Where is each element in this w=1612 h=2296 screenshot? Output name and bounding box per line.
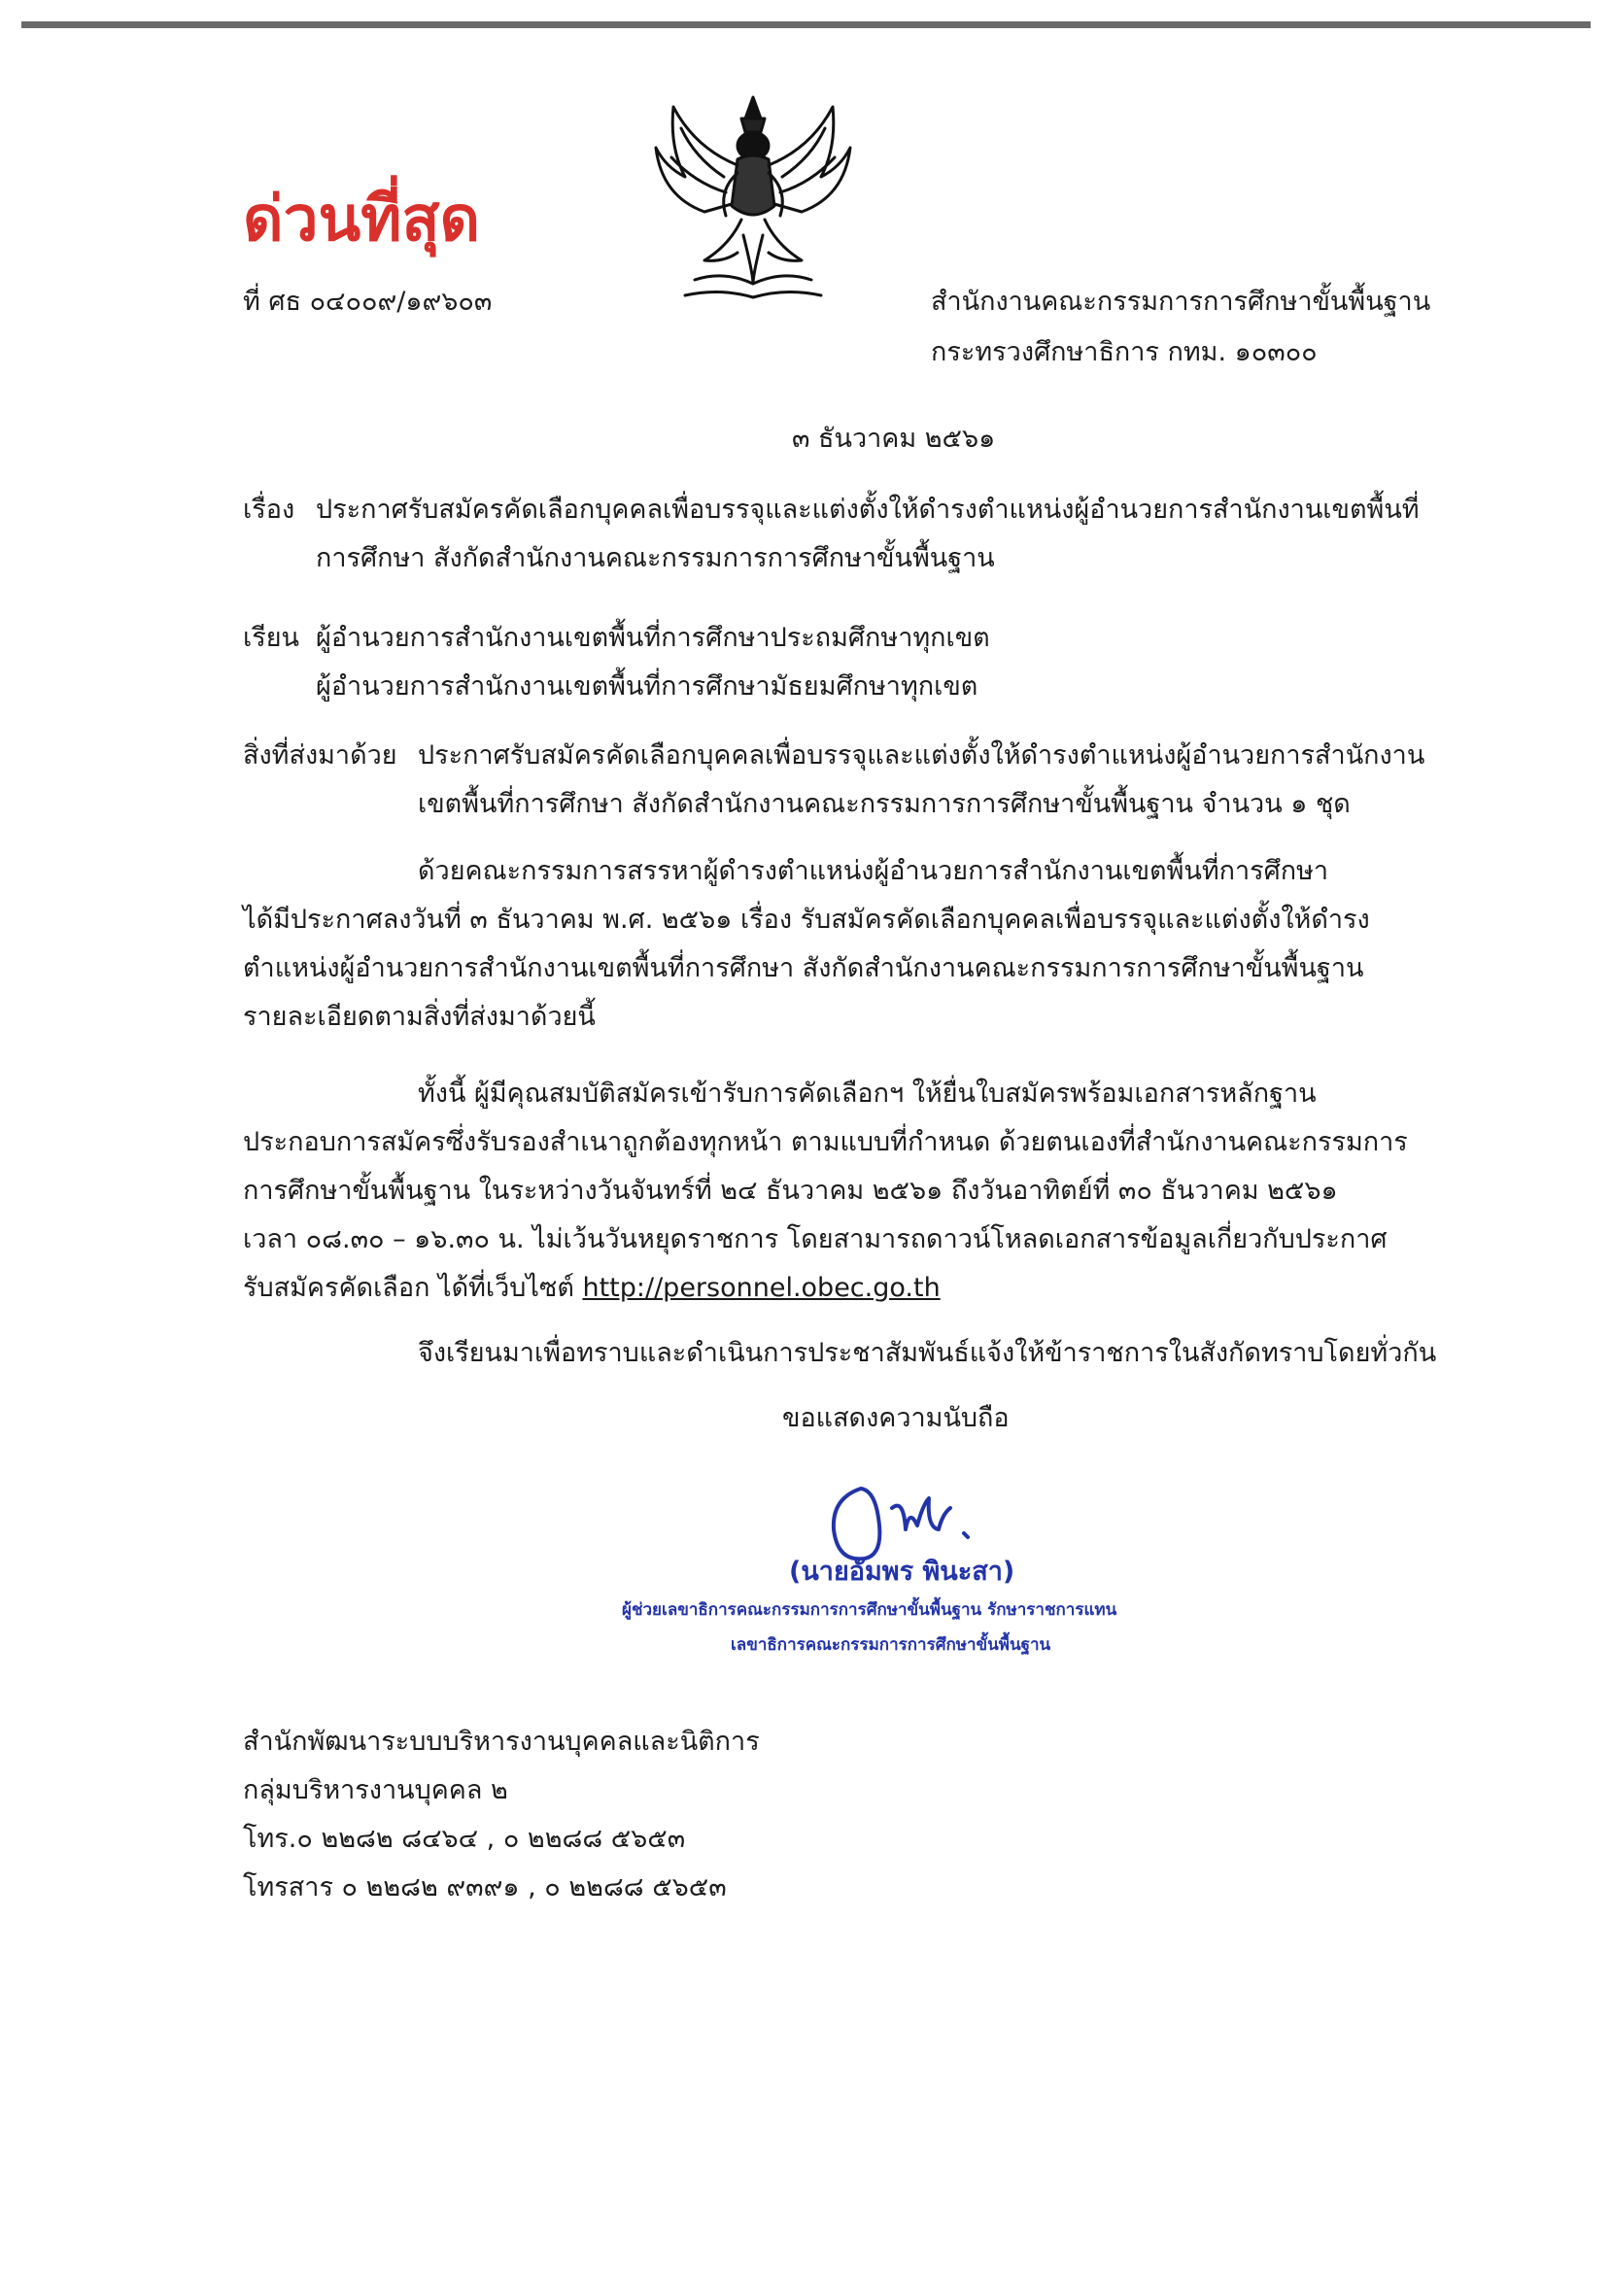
body-paragraph-line xyxy=(243,1269,941,1308)
subject-label: เรื่อง xyxy=(243,495,295,525)
regards-text: ขอแสดงความนับถือ xyxy=(782,1403,1010,1433)
enclosure-label: สิ่งที่ส่งมาด้วย xyxy=(243,740,397,771)
letter-date: ๓ ธันวาคม ๒๕๖๑ xyxy=(792,424,996,454)
issuing-unit: สำนักพัฒนาระบบบริหารงานบุคคลและนิติการ xyxy=(243,1727,760,1757)
garuda-emblem-icon xyxy=(636,89,870,323)
subject-line: การศึกษา สังกัดสำนักงานคณะกรรมการการศึกษาขั้นพื้นฐาน xyxy=(316,543,995,573)
office-address: กระทรวงศึกษาธิการ กทม. ๑๐๓๐๐ xyxy=(931,337,1318,367)
body-paragraph-line: เวลา ๐๘.๓๐ – ๑๖.๓๐ น. ไม่เว้นวันหยุดราชการ โดยสามารถดาวน์โหลดเอกสารข้อมูลเกี่ยวกับประกาศ xyxy=(243,1224,1388,1254)
website-link[interactable]: http://personnel.obec.go.th xyxy=(582,1273,941,1303)
issuing-group: กลุ่มบริหารงานบุคคล ๒ xyxy=(243,1775,508,1805)
body-paragraph-line: ประกอบการสมัครซึ่งรับรองสำเนาถูกต้องทุกหน้า ตามแบบที่กำหนด ด้วยตนเองที่สำนักงานคณะกรรมการ xyxy=(243,1127,1408,1157)
body-paragraph-line: ตำแหน่งผู้อำนวยการสำนักงานเขตพื้นที่การศึกษา สังกัดสำนักงานคณะกรรมการการศึกษาขั้นพื้นฐาน xyxy=(243,953,1364,983)
link-prefix: รับสมัครคัดเลือก ได้ที่เว็บไซต์ xyxy=(243,1273,583,1303)
scan-top-border xyxy=(21,21,1591,28)
recipient-line: ผู้อำนวยการสำนักงานเขตพื้นที่การศึกษามัธยมศึกษาทุกเขต xyxy=(316,671,978,702)
recipient-label: เรียน xyxy=(243,623,300,653)
body-paragraph-line: ด้วยคณะกรรมการสรรหาผู้ดำรงตำแหน่งผู้อำนวยการสำนักงานเขตพื้นที่การศึกษา xyxy=(418,856,1329,886)
closing-paragraph: จึงเรียนมาเพื่อทราบและดำเนินการประชาสัมพันธ์แจ้งให้ข้าราชการในสังกัดทราบโดยทั่วกัน xyxy=(418,1338,1437,1368)
office-name: สำนักงานคณะกรรมการการศึกษาขั้นพื้นฐาน xyxy=(931,287,1431,317)
recipient-line: ผู้อำนวยการสำนักงานเขตพื้นที่การศึกษาประถมศึกษาทุกเขต xyxy=(316,623,990,653)
signer-name: (นายอัมพร พินะสา) xyxy=(789,1557,1015,1587)
urgency-stamp: ด่วนที่สุด xyxy=(243,184,481,256)
body-paragraph-line: ทั้งนี้ ผู้มีคุณสมบัติสมัครเข้ารับการคัดเลือกฯ ให้ยื่นใบสมัครพร้อมเอกสารหลักฐาน xyxy=(418,1079,1317,1109)
enclosure-line: ประกาศรับสมัครคัดเลือกบุคคลเพื่อบรรจุและแต่งตั้งให้ดำรงตำแหน่งผู้อำนวยการสำนักงาน xyxy=(418,740,1425,771)
phone-number: โทร.๐ ๒๒๘๒ ๘๔๖๔ , ๐ ๒๒๘๘ ๕๖๕๓ xyxy=(243,1824,686,1854)
body-paragraph-line: การศึกษาขั้นพื้นฐาน ในระหว่างวันจันทร์ที่ ๒๔ ธันวาคม ๒๕๖๑ ถึงวันอาทิตย์ที่ ๓๐ ธันวาคม ๒๕๖๑ xyxy=(243,1176,1338,1206)
body-paragraph-line: ได้มีประกาศลงวันที่ ๓ ธันวาคม พ.ศ. ๒๕๖๑ เรื่อง รับสมัครคัดเลือกบุคคลเพื่อบรรจุและแต่งตั้งให้ดำรง xyxy=(243,905,1370,935)
subject-line: ประกาศรับสมัครคัดเลือกบุคคลเพื่อบรรจุและแต่งตั้งให้ดำรงตำแหน่งผู้อำนวยการสำนักงานเขตพื้นที่ xyxy=(316,495,1420,525)
fax-number: โทรสาร ๐ ๒๒๘๒ ๙๓๙๑ , ๐ ๒๒๘๘ ๕๖๕๓ xyxy=(243,1872,727,1902)
reference-number: ที่ ศธ ๐๔๐๐๙/๑๙๖๐๓ xyxy=(243,287,493,317)
signer-title: ผู้ช่วยเลขาธิการคณะกรรมการการศึกษาขั้นพื้นฐาน รักษาราชการแทน xyxy=(622,1600,1117,1620)
signer-title: เลขาธิการคณะกรรมการการศึกษาขั้นพื้นฐาน xyxy=(731,1635,1051,1655)
body-paragraph-line: รายละเอียดตามสิ่งที่ส่งมาด้วยนี้ xyxy=(243,1002,596,1032)
enclosure-line: เขตพื้นที่การศึกษา สังกัดสำนักงานคณะกรรมการการศึกษาขั้นพื้นฐาน จำนวน ๑ ชุด xyxy=(418,789,1351,819)
